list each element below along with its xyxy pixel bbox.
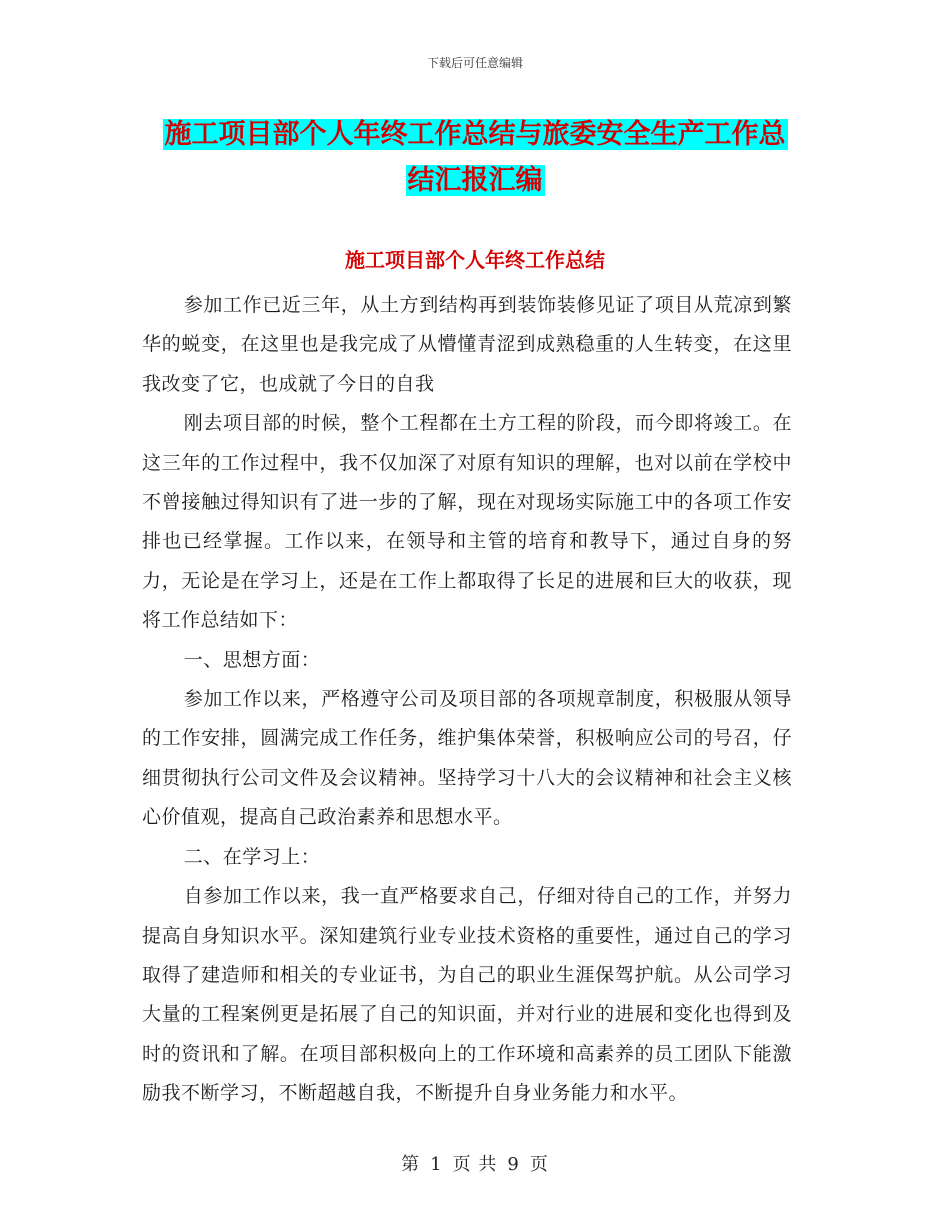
footer-suffix: 页 — [529, 1154, 549, 1175]
paragraph: 参加工作已近三年，从土方到结构再到装饰装修见证了项目从荒凉到繁华的蜕变，在这里也是我完成了从懵懂青涩到成熟稳重的人生转变，在这里我改变了它，也成就了今日的自我 — [142, 294, 792, 395]
total-pages: 9 — [507, 1154, 520, 1175]
body-text — [142, 286, 792, 1114]
page-number: 1 — [430, 1154, 443, 1175]
document-title — [0, 112, 950, 204]
header-note: 下载后可任意编辑 — [426, 56, 523, 70]
paragraph: 自参加工作以来，我一直严格要求自己，仔细对待自己的工作，并努力提高自身知识水平。深知建筑行业专业技术资格的重要性，通过自己的学习取得了建造师和相关的专业证书，为自己的职业生涯保驾护航。从公司学习大量的工程案例更是拓展了自己的知识面，并对行业的进展和变化也得到及时的资讯和了解。在项目部积极向上的工作环境和高素养的员工团队下能激励我不断学习，不断超越自我，不断提升自身业务能力和水平。 — [142, 885, 792, 1105]
title-line-2: 结汇报汇编 — [407, 165, 543, 196]
footer-prefix: 第 — [401, 1154, 421, 1175]
paragraph: 参加工作以来，严格遵守公司及项目部的各项规章制度，积极服从领导的工作安排，圆满完成工作任务，维护集体荣誉，积极响应公司的号召，仔细贯彻执行公司文件及会议精神。坚持学习十八大的会议精神和社会主义核心价值观，提高自己政治素养和思想水平。 — [142, 688, 792, 829]
paragraph-heading: 二、在学习上： — [183, 845, 321, 868]
title-line-1: 施工项目部个人年终工作总结与旅委安全生产工作总 — [164, 119, 786, 150]
section-title: 施工项目部个人年终工作总结 — [345, 248, 605, 272]
page-footer — [0, 1150, 950, 1176]
paragraph-heading: 一、思想方面： — [183, 648, 321, 671]
paragraph: 刚去项目部的时候，整个工程都在土方工程的阶段，而今即将竣工。在这三年的工作过程中，我不仅加深了对原有知识的理解，也对以前在学校中不曾接触过得知识有了进一步的了解，现在对现场实际施工中的各项工作安排也已经掌握。工作以来，在领导和主管的培育和教导下，通过自身的努力，无论是在学习上，还是在工作上都取得了长足的进展和巨大的收获，现将工作总结如下： — [142, 412, 792, 632]
footer-middle: 页 共 — [452, 1154, 498, 1175]
